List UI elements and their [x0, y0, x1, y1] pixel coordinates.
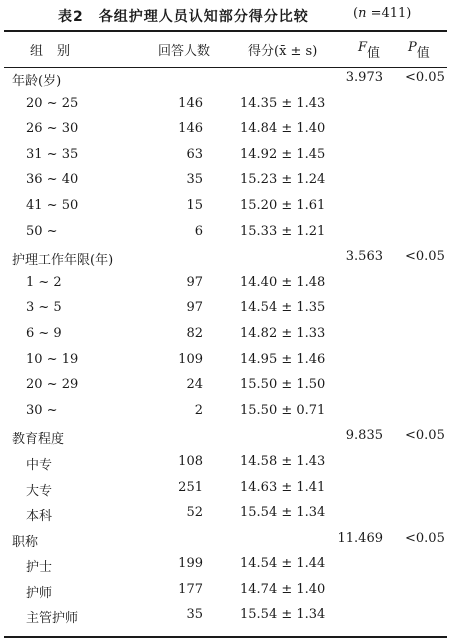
row-score: 14.35 ± 1.43	[240, 95, 326, 111]
table-row	[0, 397, 451, 423]
row-label: 护师	[26, 585, 53, 601]
row-label: 20 ~ 29	[26, 377, 79, 393]
row-score: 15.33 ± 1.21	[240, 223, 326, 239]
table-group-row	[0, 422, 451, 448]
row-label: 中专	[26, 457, 53, 473]
row-score: 14.40 ± 1.48	[240, 274, 326, 290]
table-row	[0, 474, 451, 500]
table-row	[0, 550, 451, 576]
row-f-value: 11.469	[337, 530, 383, 546]
row-count: 251	[178, 479, 203, 495]
table-row	[0, 346, 451, 372]
header-f	[358, 40, 381, 61]
row-count: 6	[194, 223, 203, 239]
sample-size-note	[353, 6, 411, 21]
header-f-var: F	[358, 40, 368, 55]
row-label: 大专	[26, 483, 53, 499]
row-p-value: <0.05	[405, 70, 445, 85]
table-row	[0, 218, 451, 244]
table-group-row	[0, 525, 451, 551]
sample-size-open: (	[353, 6, 359, 21]
row-label: 主管护师	[26, 611, 79, 627]
row-label: 职称	[12, 534, 39, 550]
row-count: 63	[186, 146, 203, 162]
row-label: 31 ~ 35	[26, 146, 79, 162]
row-score: 15.54 ± 1.34	[240, 505, 326, 521]
header-p	[408, 40, 430, 61]
row-score: 14.54 ± 1.44	[240, 556, 326, 572]
header-group: 组别	[30, 44, 85, 59]
row-label: 1 ~ 2	[26, 274, 62, 290]
table-row	[0, 576, 451, 602]
row-label: 10 ~ 19	[26, 351, 79, 367]
row-label: 30 ~	[26, 402, 58, 418]
row-label: 20 ~ 25	[26, 95, 79, 111]
row-count: 108	[178, 453, 203, 469]
table-group-row	[0, 64, 451, 90]
sample-size-value: =411)	[366, 6, 412, 21]
table-title	[0, 4, 451, 28]
row-score: 15.50 ± 1.50	[240, 377, 326, 393]
table-row	[0, 166, 451, 192]
row-label: 护士	[26, 560, 53, 576]
bottom-rule	[4, 636, 447, 638]
row-count: 35	[186, 607, 203, 623]
row-label: 护理工作年限(年)	[12, 253, 114, 269]
row-score: 14.95 ± 1.46	[240, 351, 326, 367]
row-count: 2	[194, 402, 203, 418]
header-p-var: P	[408, 40, 417, 55]
table-row	[0, 115, 451, 141]
row-score: 15.23 ± 1.24	[240, 172, 326, 188]
table-row	[0, 294, 451, 320]
row-p-value: <0.05	[405, 530, 445, 546]
table-body	[0, 64, 451, 627]
row-f-value: 9.835	[345, 428, 383, 444]
sample-size-var: n	[358, 6, 367, 21]
row-label: 50 ~	[26, 223, 58, 239]
row-count: 15	[186, 197, 203, 213]
table-row	[0, 141, 451, 167]
table-header	[0, 38, 451, 62]
row-label: 教育程度	[12, 432, 65, 448]
header-p-label: 值	[416, 46, 430, 61]
header-count: 回答人数	[158, 44, 211, 59]
row-count: 97	[186, 274, 203, 290]
row-score: 14.84 ± 1.40	[240, 121, 326, 137]
row-score: 14.92 ± 1.45	[240, 146, 326, 162]
table-row	[0, 269, 451, 295]
row-count: 199	[178, 556, 203, 572]
table-group-row	[0, 243, 451, 269]
row-score: 15.50 ± 0.71	[240, 402, 326, 418]
table-row	[0, 448, 451, 474]
row-f-value: 3.563	[345, 249, 383, 265]
row-score: 14.54 ± 1.35	[240, 300, 326, 316]
row-score: 14.82 ± 1.33	[240, 325, 326, 341]
table-row	[0, 601, 451, 627]
row-count: 97	[186, 300, 203, 316]
row-p-value: <0.05	[405, 249, 445, 265]
row-count: 146	[178, 95, 203, 111]
table-caption: 表2 各组护理人员认知部分得分比较	[58, 9, 309, 25]
table-row	[0, 499, 451, 525]
row-count: 82	[186, 325, 203, 341]
row-label: 26 ~ 30	[26, 121, 79, 137]
top-rule	[4, 30, 447, 32]
row-label: 3 ~ 5	[26, 300, 62, 316]
row-score: 15.20 ± 1.61	[240, 197, 326, 213]
row-count: 109	[178, 351, 203, 367]
row-count: 35	[186, 172, 203, 188]
row-count: 146	[178, 121, 203, 137]
header-f-label: 值	[367, 46, 381, 61]
row-score: 15.54 ± 1.34	[240, 607, 326, 623]
row-label: 41 ~ 50	[26, 197, 79, 213]
row-f-value: 3.973	[345, 70, 383, 85]
row-count: 177	[178, 581, 203, 597]
row-score: 14.58 ± 1.43	[240, 453, 326, 469]
row-count: 24	[186, 377, 203, 393]
row-label: 6 ~ 9	[26, 325, 62, 341]
row-p-value: <0.05	[405, 428, 445, 444]
table-row	[0, 371, 451, 397]
table-row	[0, 192, 451, 218]
header-score: 得分(x̄ ± s)	[248, 44, 318, 59]
row-label: 本科	[26, 509, 53, 525]
row-count: 52	[186, 505, 203, 521]
row-label: 年龄(岁)	[12, 74, 62, 89]
row-score: 14.63 ± 1.41	[240, 479, 326, 495]
row-score: 14.74 ± 1.40	[240, 581, 326, 597]
table-row	[0, 90, 451, 116]
table-row	[0, 320, 451, 346]
row-label: 36 ~ 40	[26, 172, 79, 188]
